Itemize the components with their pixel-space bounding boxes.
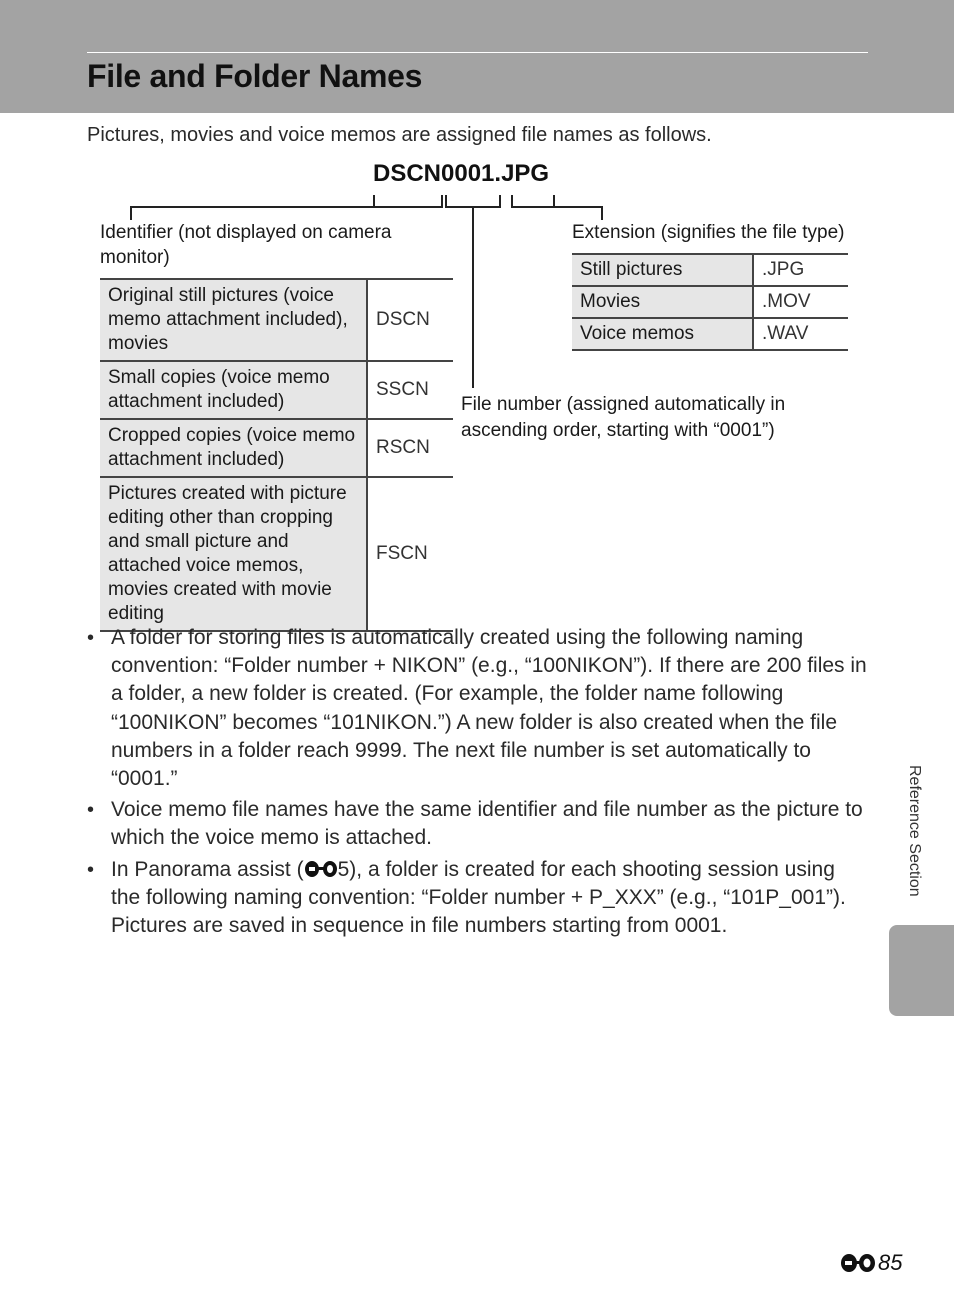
bracket-ext-right xyxy=(601,206,603,220)
identifier-description: Small copies (voice memo attachment included) xyxy=(100,361,367,419)
bullet-text: A folder for storing files is automatically created using the following naming convention: “Folder number + NIKON” (e.g., “100NIKON”). If there are 200 files in a folder, a new folder is created. (For example, the folder name following “100NIKON” becomes “101NIKON.”) A new folder is also created when the file numbers in a folder reach 9999. The next file number is set automatically to “0001.” xyxy=(111,626,867,791)
table-row xyxy=(100,419,453,477)
side-tab-label: Reference Section xyxy=(906,765,923,897)
table-row xyxy=(572,286,848,318)
bullet-icon: • xyxy=(87,799,95,822)
bullet-list xyxy=(87,624,867,943)
bracket-number-stem xyxy=(472,206,474,388)
identifier-table xyxy=(100,278,453,632)
table-row xyxy=(100,361,453,419)
extension-type: Movies xyxy=(572,286,753,318)
identifier-description: Pictures created with picture editing other than cropping and small picture and attached voice memos, movies created with movie editing xyxy=(100,477,367,631)
page-number xyxy=(840,1250,902,1276)
identifier-description: Original still pictures (voice memo attachment included), movies xyxy=(100,279,367,361)
bullet-text: Voice memo file names have the same identifier and file number as the picture to which the voice memo is attached. xyxy=(111,798,863,850)
bracket-ext-left xyxy=(511,195,513,208)
bracket-segment-1 xyxy=(374,206,442,208)
bracket-ext-tick xyxy=(553,195,555,208)
extension-code: .JPG xyxy=(753,254,848,286)
extension-code: .MOV xyxy=(753,286,848,318)
extension-table xyxy=(572,253,848,351)
bullet-icon: • xyxy=(87,858,95,881)
bracket-ext-bottom xyxy=(511,206,603,208)
filename-example: DSCN0001.JPG xyxy=(373,160,550,187)
bullet-icon: • xyxy=(87,627,95,649)
reference-section-icon[interactable] xyxy=(304,860,338,878)
identifier-code: DSCN xyxy=(367,279,453,361)
intro-text: Pictures, movies and voice memos are assigned file names as follows. xyxy=(87,124,712,146)
page-title: File and Folder Names xyxy=(87,58,423,94)
list-item xyxy=(87,624,867,793)
page-number-text: 85 xyxy=(878,1250,903,1275)
header-rule xyxy=(87,52,868,53)
bracket-number-right xyxy=(499,195,501,208)
identifier-code: RSCN xyxy=(367,419,453,477)
identifier-code: FSCN xyxy=(367,477,453,631)
side-tab[interactable] xyxy=(889,925,954,1016)
bracket-number-left xyxy=(445,195,447,208)
extension-label: Extension (signifies the file type) xyxy=(572,222,845,243)
extension-code: .WAV xyxy=(753,318,848,350)
table-row xyxy=(100,477,453,631)
bracket-segment-1-tick xyxy=(441,195,443,208)
file-number-label: File number (assigned automatically in ascending order, starting with “0001”) xyxy=(461,394,786,441)
bullet-text-end: ), a folder is created for each shooting session using the following naming convention: “Folder number + P_XXX” (e.g., “101P_001”). Pictures are saved in sequence in file numbers starting from 0001. xyxy=(111,857,846,938)
extension-type: Voice memos xyxy=(572,318,753,350)
bullet-text-start: In Panorama assist ( xyxy=(111,857,304,881)
table-row xyxy=(572,318,848,350)
table-row xyxy=(100,279,453,361)
list-item xyxy=(87,856,867,941)
bracket-identifier-left xyxy=(130,206,132,220)
identifier-description: Cropped copies (voice memo attachment included) xyxy=(100,419,367,477)
page-ref[interactable]: 5 xyxy=(337,857,350,881)
bracket-identifier-bottom xyxy=(130,206,374,208)
header-band xyxy=(0,0,954,113)
extension-type: Still pictures xyxy=(572,254,753,286)
table-row xyxy=(572,254,848,286)
reference-section-icon xyxy=(840,1253,876,1273)
list-item xyxy=(87,796,867,852)
identifier-label: Identifier (not displayed on camera monitor) xyxy=(100,222,392,268)
identifier-code: SSCN xyxy=(367,361,453,419)
